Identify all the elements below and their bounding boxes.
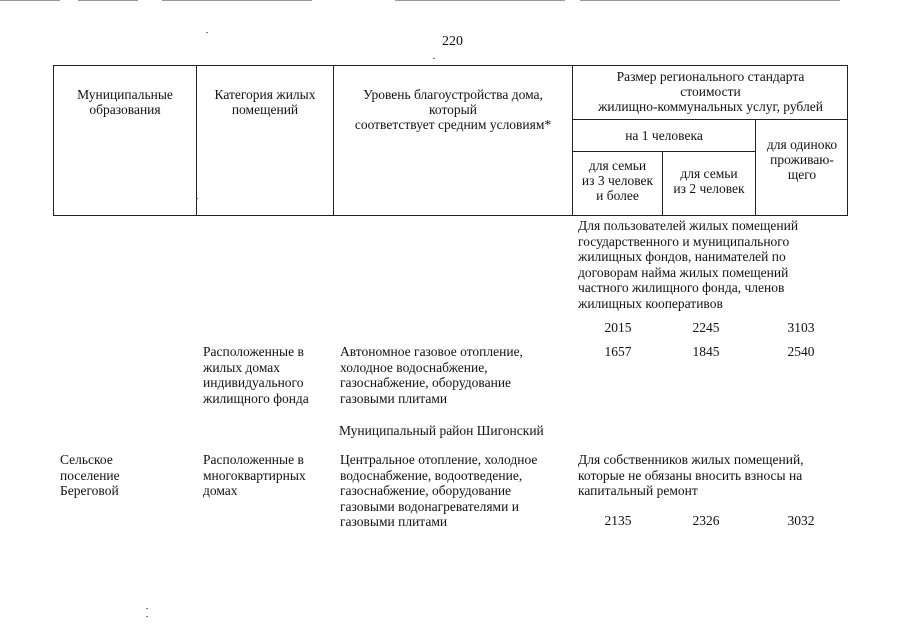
scan-artifact bbox=[580, 0, 840, 1]
value-single: 2540 bbox=[787, 344, 815, 359]
value-family3: 2015 bbox=[604, 320, 632, 335]
scan-speck bbox=[433, 58, 435, 59]
owners-note: Для собственников жилых помещений, которые не обязаны вносить взносы на капитальный ремонт bbox=[578, 452, 804, 498]
scan-speck bbox=[146, 616, 148, 617]
header-level: Уровень благоустройства дома, который соответствует средним условиям* bbox=[354, 87, 552, 132]
row2-level: Автономное газовое отопление, холодное водоснабжение, газоснабжение, оборудование газовыми плитами bbox=[340, 344, 523, 406]
header-standard: Размер регионального стандарта стоимости жилищно-коммунальных услуг, рублей bbox=[598, 69, 823, 114]
scan-artifact bbox=[162, 0, 312, 1]
row3-category: Расположенные в многоквартирных домах bbox=[203, 452, 306, 498]
value-family2: 2245 bbox=[692, 320, 720, 335]
scan-speck bbox=[146, 608, 148, 609]
row3-municipal: Сельское поселение Береговой bbox=[60, 452, 120, 498]
value-single: 3032 bbox=[787, 513, 815, 528]
header-family2: для семьи из 2 человек bbox=[673, 166, 745, 196]
row-divider bbox=[572, 151, 755, 152]
header-family3: для семьи из 3 человек и более bbox=[581, 158, 654, 203]
district-title: Муниципальный район Шигонский bbox=[339, 423, 544, 438]
header-per-person: на 1 человека bbox=[625, 128, 703, 143]
users-note: Для пользователей жилых помещений государственного и муниципального жилищных фондов, нанимателей по договорам найма жилых помещений частного жилищного фонда, членов жилищных кооперативов bbox=[578, 218, 799, 311]
value-family3: 1657 bbox=[604, 344, 632, 359]
value-single: 3103 bbox=[787, 320, 815, 335]
row2-category: Расположенные в жилых домах индивидуального жилищного фонда bbox=[203, 344, 309, 406]
header-category: Категория жилых помещений bbox=[214, 87, 316, 117]
row-divider bbox=[572, 119, 848, 120]
scan-artifact bbox=[395, 0, 565, 1]
value-family3: 2135 bbox=[604, 513, 632, 528]
value-family2: 2326 bbox=[692, 513, 720, 528]
scan-speck bbox=[206, 32, 208, 33]
scan-artifact bbox=[0, 0, 60, 1]
value-family2: 1845 bbox=[692, 344, 720, 359]
header-single: для одиноко проживаю- щего bbox=[766, 137, 838, 182]
header-municipal: Муниципальные образования bbox=[77, 87, 173, 117]
scan-artifact bbox=[78, 0, 138, 1]
page-number: 220 bbox=[442, 34, 463, 49]
row3-level: Центральное отопление, холодное водоснабжение, водоотведение, газоснабжение, оборудование газовыми водонагревателями и газовыми плитами bbox=[340, 452, 538, 529]
